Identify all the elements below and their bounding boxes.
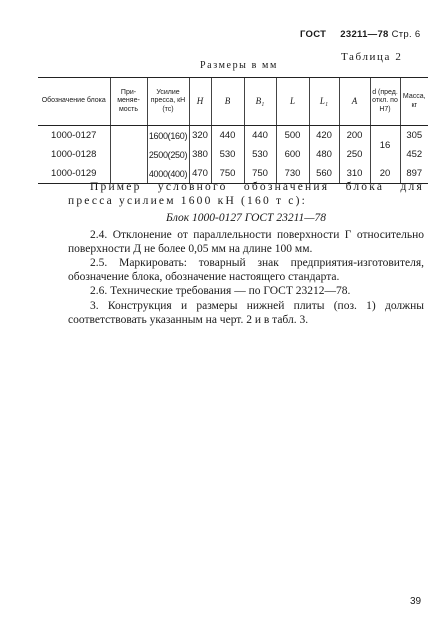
cell-mass: 452 [400,145,428,164]
cell-applicability [110,126,147,146]
cell-b: 530 [211,145,244,164]
cell-l: 730 [276,164,309,184]
cell-l: 500 [276,126,309,146]
cell-b1: 440 [244,126,276,146]
cell-mass: 305 [400,126,428,146]
col-header-h: H [189,78,211,126]
cell-b1: 530 [244,145,276,164]
cell-a: 200 [339,126,370,146]
cell-h: 320 [189,126,211,146]
table-row [38,145,428,164]
standard-number: 23211—78 [340,29,389,40]
cell-designation: 1000-0127 [51,130,97,141]
cell-designation: 1000-0129 [38,164,110,184]
cell-l1: 480 [309,145,339,164]
cell-a: 250 [339,145,370,164]
standard-label: ГОСТ [300,29,327,40]
block-designation: Блок 1000-0127 ГОСТ 23211—78 [166,212,326,225]
cell-mass: 897 [400,164,428,184]
table-header-row [38,78,428,126]
cell-d: 20 [370,164,400,184]
cell-a: 310 [339,164,370,184]
example-intro: Пример условного обозначения блока для пресса усилием 1600 кН (160 т с): [68,181,424,208]
col-header-a: A [339,78,370,126]
cell-press-force: 1600(160) [147,126,189,146]
cell-b1: 750 [244,164,276,184]
table-row [38,126,428,146]
header-page-label: Стр. 6 [391,29,421,40]
col-header-b: B [211,78,244,126]
cell-l: 600 [276,145,309,164]
col-header-l: L [276,78,309,126]
table-label: Таблица 2 [341,51,403,63]
cell-h: 380 [189,145,211,164]
col-header-designation: Обозначение блока [38,78,110,126]
cell-designation: 1000-0128 [51,149,97,160]
cell-applicability [110,145,147,164]
paragraph-2-6: 2.6. Технические требования — по ГОСТ 23212—78. [90,285,351,298]
cell-l1: 420 [309,126,339,146]
col-header-b1: B₁ [244,78,276,126]
cell-h: 470 [189,164,211,184]
cell-l1: 560 [309,164,339,184]
paragraph-3: 3. Конструкция и размеры нижней плиты (поз. 1) должны соответствовать указанным на черт. 2 и в табл. 3. [68,299,424,326]
paragraph-2-5: 2.5. Маркировать: товарный знак предприятия-изготовителя, обозначение блока, обозначение настоящего стандарта. [68,257,424,284]
col-header-press-force: Усилие пресса, кН (тс) [147,78,189,126]
col-header-d: d (пред. откл. по H7) [370,78,400,126]
dimensions-table [38,77,428,184]
paragraph-2-4: 2.4. Отклонение от параллельности поверхности Г относительно поверхности Д не более 0,05 мм на длине 100 мм. [68,228,424,255]
cell-press-force: 4000(400) [147,164,189,184]
cell-b: 750 [211,164,244,184]
col-header-applicability: При-меняе-мость [110,78,147,126]
page-header [300,29,420,40]
units-caption: Размеры в мм [200,60,278,71]
cell-d-merged: 16 [370,126,400,165]
col-header-l1: L₁ [309,78,339,126]
col-header-mass: Масса, кг [400,78,428,126]
cell-b: 440 [211,126,244,146]
body-text [68,180,424,327]
page-number: 39 [410,596,422,607]
cell-press-force: 2500(250) [147,145,189,164]
